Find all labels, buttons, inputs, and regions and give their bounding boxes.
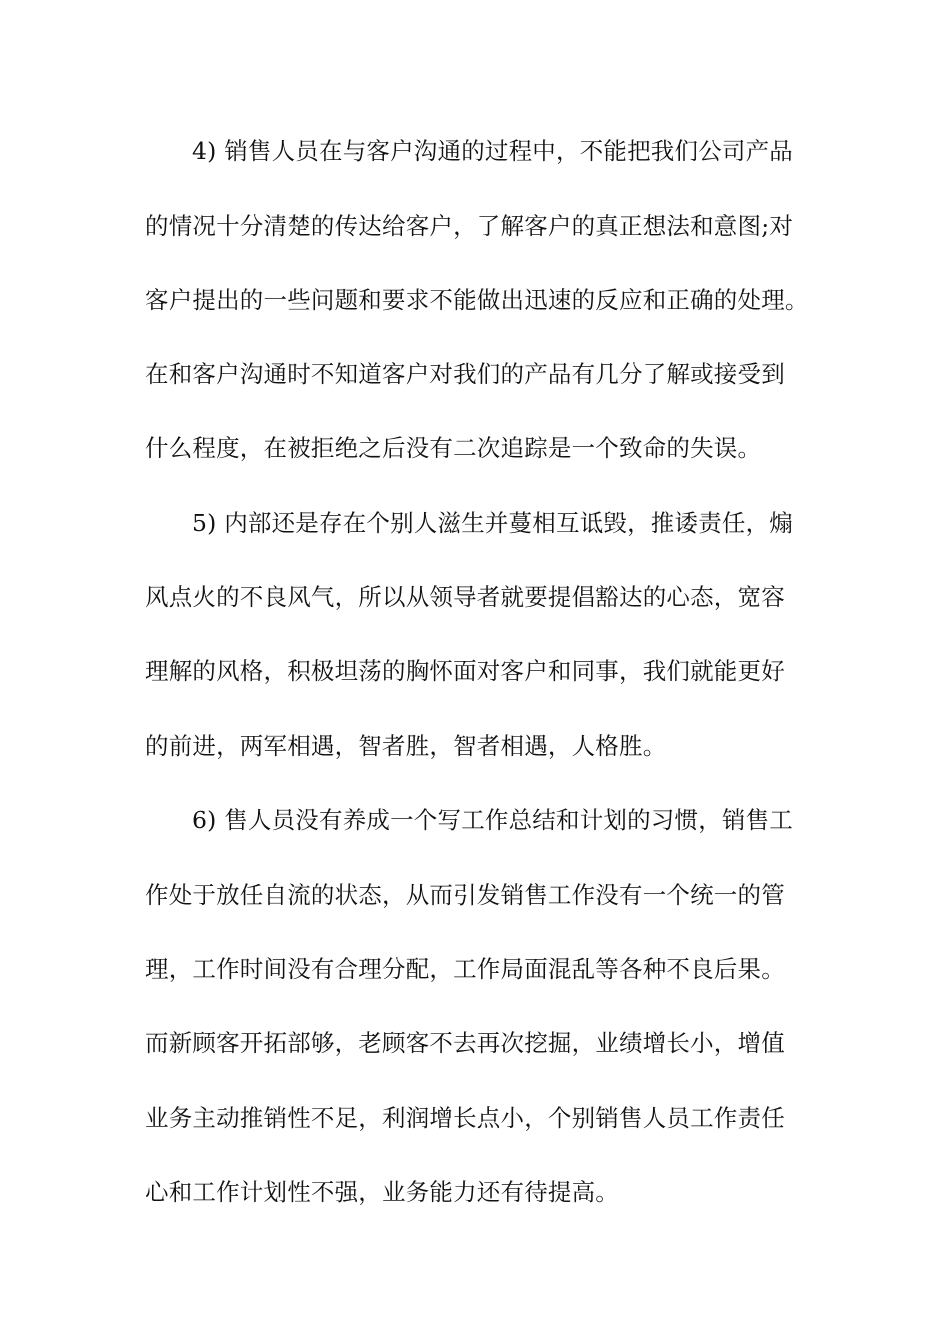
paragraph-6-line-4: 而新顾客开拓部够，老顾客不去再次挖掘，业绩增长小，增值 <box>145 1029 785 1057</box>
paragraph-5-line-3: 理解的风格，积极坦荡的胸怀面对客户和同事，我们就能更好 <box>145 657 785 685</box>
paragraph-6-line-1: 6) 售人员没有养成一个写工作总结和计划的习惯，销售工 <box>192 806 793 834</box>
paragraph-4-line-1: 4) 销售人员在与客户沟通的过程中，不能把我们公司产品 <box>192 137 793 165</box>
paragraph-5-line-1: 5) 内部还是存在个别人滋生并蔓相互诋毁，推诿责任，煽 <box>192 509 793 537</box>
paragraph-5-line-2: 风点火的不良风气，所以从领导者就要提倡豁达的心态，宽容 <box>145 583 785 611</box>
paragraph-4-line-2: 的情况十分清楚的传达给客户，了解客户的真正想法和意图;对 <box>145 212 794 240</box>
paragraph-6-line-6: 心和工作计划性不强，业务能力还有待提高。 <box>145 1178 619 1206</box>
paragraph-6-line-5: 业务主动推销性不足，利润增长点小，个别销售人员工作责任 <box>145 1104 785 1132</box>
paragraph-4-line-5: 什么程度，在被拒绝之后没有二次追踪是一个致命的失误。 <box>145 434 762 462</box>
paragraph-4-line-3: 客户提出的一些问题和要求不能做出迅速的反应和正确的处理。 <box>145 286 809 314</box>
paragraph-4-line-4: 在和客户沟通时不知道客户对我们的产品有几分了解或接受到 <box>145 360 785 388</box>
paragraph-6-line-2: 作处于放任自流的状态，从而引发销售工作没有一个统一的管 <box>145 881 785 909</box>
paragraph-5-line-4: 的前进，两军相遇，智者胜，智者相遇，人格胜。 <box>145 732 667 760</box>
paragraph-6-line-3: 理，工作时间没有合理分配，工作局面混乱等各种不良后果。 <box>145 955 785 983</box>
